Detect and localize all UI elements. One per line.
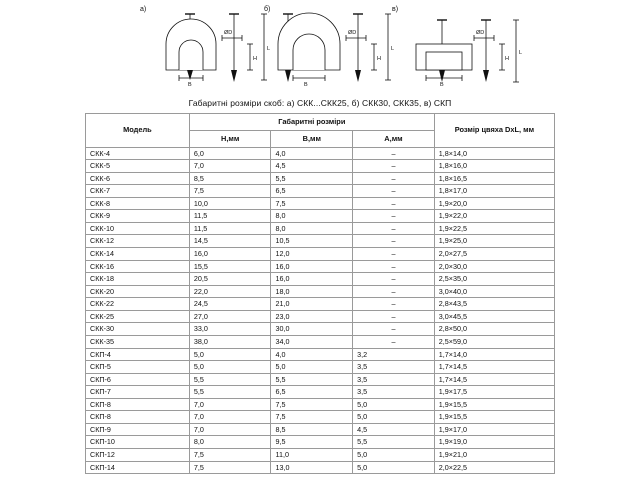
cell-b: 34,0 (271, 335, 353, 348)
svg-text:B: B (304, 82, 308, 88)
cell-model: СКК-8 (86, 197, 190, 210)
cell-h: 8,5 (189, 172, 271, 185)
svg-text:B: B (440, 82, 444, 88)
cell-dxl: 1,9×17,5 (434, 386, 554, 399)
cell-a: 5,0 (353, 461, 435, 474)
cell-b: 18,0 (271, 285, 353, 298)
cell-a: – (353, 273, 435, 286)
header-nail-size: Розмір цвяха DxL, мм (434, 114, 554, 148)
cell-h: 7,0 (189, 160, 271, 173)
cell-b: 11,0 (271, 449, 353, 462)
table-row (86, 361, 555, 374)
svg-text:L: L (519, 50, 523, 56)
svg-text:H: H (377, 56, 381, 62)
cell-model: СКП-14 (86, 461, 190, 474)
table-row (86, 461, 555, 474)
cell-b: 12,0 (271, 248, 353, 261)
table-row (86, 436, 555, 449)
header-h: H,мм (189, 130, 271, 147)
table-row (86, 373, 555, 386)
cell-a: – (353, 323, 435, 336)
cell-h: 22,0 (189, 285, 271, 298)
cell-model: СКК-14 (86, 248, 190, 261)
cell-b: 4,5 (271, 160, 353, 173)
cell-h: 38,0 (189, 335, 271, 348)
cell-a: – (353, 235, 435, 248)
table-row (86, 160, 555, 173)
cell-model: СКП-4 (86, 348, 190, 361)
table-row (86, 273, 555, 286)
cell-h: 10,0 (189, 197, 271, 210)
diagram-variant-c (390, 4, 540, 96)
cell-h: 5,0 (189, 361, 271, 374)
cell-dxl: 1,7×14,5 (434, 373, 554, 386)
cell-b: 6,5 (271, 386, 353, 399)
cell-dxl: 2,5×59,0 (434, 335, 554, 348)
cell-model: СКК-22 (86, 298, 190, 311)
cell-dxl: 1,9×17,0 (434, 423, 554, 436)
cell-dxl: 1,9×20,0 (434, 197, 554, 210)
cell-b: 6,5 (271, 185, 353, 198)
cell-b: 23,0 (271, 310, 353, 323)
table-head (86, 114, 555, 148)
cell-b: 4,0 (271, 147, 353, 160)
table-row (86, 185, 555, 198)
table-row (86, 323, 555, 336)
cell-model: СКК-7 (86, 185, 190, 198)
svg-text:H: H (253, 56, 257, 62)
cell-a: – (353, 172, 435, 185)
table-row (86, 222, 555, 235)
cell-dxl: 1,9×21,0 (434, 449, 554, 462)
cell-a: – (353, 160, 435, 173)
diagram-b-diameter-label: ØD (348, 30, 357, 36)
cell-h: 7,5 (189, 461, 271, 474)
cell-model: СКК-4 (86, 147, 190, 160)
cell-model: СКП-5 (86, 361, 190, 374)
cell-h: 7,5 (189, 449, 271, 462)
table-row (86, 298, 555, 311)
cell-b: 16,0 (271, 260, 353, 273)
cell-h: 15,5 (189, 260, 271, 273)
table-row (86, 335, 555, 348)
cell-model: СКП-9 (86, 423, 190, 436)
cell-dxl: 3,0×40,0 (434, 285, 554, 298)
cell-h: 8,0 (189, 436, 271, 449)
cell-dxl: 1,8×17,0 (434, 185, 554, 198)
table-row (86, 386, 555, 399)
cell-model: СКК-16 (86, 260, 190, 273)
table-row (86, 248, 555, 261)
cell-a: – (353, 285, 435, 298)
cell-h: 11,5 (189, 210, 271, 223)
table-row (86, 348, 555, 361)
header-a: A,мм (353, 130, 435, 147)
cell-a: – (353, 310, 435, 323)
cell-a: – (353, 147, 435, 160)
cell-model: СКП-12 (86, 449, 190, 462)
cell-h: 11,5 (189, 222, 271, 235)
table-row (86, 285, 555, 298)
cell-b: 8,0 (271, 222, 353, 235)
cell-model: СКК-30 (86, 323, 190, 336)
cell-h: 24,5 (189, 298, 271, 311)
cell-a: 4,5 (353, 423, 435, 436)
cell-h: 27,0 (189, 310, 271, 323)
figure-caption: Габаритні розміри скоб: а) СКК...СКК25, б) СКК30, СКК35, в) СКП (188, 98, 452, 108)
cell-h: 7,5 (189, 185, 271, 198)
cell-model: СКК-6 (86, 172, 190, 185)
cell-b: 5,0 (271, 361, 353, 374)
cell-model: СКП-8 (86, 398, 190, 411)
cell-h: 7,0 (189, 423, 271, 436)
cell-b: 16,0 (271, 273, 353, 286)
cell-dxl: 2,0×22,5 (434, 461, 554, 474)
cell-dxl: 1,9×15,5 (434, 398, 554, 411)
cell-model: СКК-9 (86, 210, 190, 223)
cell-dxl: 2,8×50,0 (434, 323, 554, 336)
cell-dxl: 1,8×16,5 (434, 172, 554, 185)
svg-text:B: B (188, 82, 192, 88)
cell-b: 5,5 (271, 373, 353, 386)
header-model: Модель (86, 114, 190, 148)
cell-a: 3,2 (353, 348, 435, 361)
cell-h: 5,5 (189, 373, 271, 386)
cell-a: 3,5 (353, 386, 435, 399)
table-row (86, 398, 555, 411)
cell-model: СКК-5 (86, 160, 190, 173)
svg-text:L: L (391, 46, 395, 52)
cell-dxl: 1,8×14,0 (434, 147, 554, 160)
cell-a: – (353, 248, 435, 261)
cell-model: СКП-7 (86, 386, 190, 399)
cell-dxl: 1,8×16,0 (434, 160, 554, 173)
cell-b: 7,5 (271, 411, 353, 424)
cell-a: 3,5 (353, 373, 435, 386)
cell-h: 5,5 (189, 386, 271, 399)
table-row (86, 260, 555, 273)
cell-model: СКК-25 (86, 310, 190, 323)
header-overall-sizes: Габаритні розміри (189, 114, 434, 131)
cell-model: СКК-20 (86, 285, 190, 298)
cell-a: – (353, 335, 435, 348)
cell-model: СКП-10 (86, 436, 190, 449)
spec-table (85, 113, 555, 474)
diagram-a-diameter-label: ØD (224, 30, 233, 36)
diagram-c-label: в) (392, 6, 399, 13)
cell-a: – (353, 210, 435, 223)
cell-dxl: 1,9×22,5 (434, 222, 554, 235)
cell-dxl: 3,0×45,5 (434, 310, 554, 323)
cell-h: 5,0 (189, 348, 271, 361)
table-header-row (86, 114, 555, 131)
cell-h: 6,0 (189, 147, 271, 160)
diagram-row (0, 0, 640, 96)
cell-b: 21,0 (271, 298, 353, 311)
cell-b: 8,0 (271, 210, 353, 223)
cell-dxl: 1,9×22,0 (434, 210, 554, 223)
table-row (86, 310, 555, 323)
table-body (86, 147, 555, 474)
diagram-a-label: а) (140, 6, 147, 13)
table-row (86, 235, 555, 248)
table-row (86, 172, 555, 185)
table-row (86, 147, 555, 160)
cell-a: – (353, 298, 435, 311)
table-row (86, 197, 555, 210)
diagram-b-label: б) (264, 6, 271, 13)
cell-h: 16,0 (189, 248, 271, 261)
cell-b: 10,5 (271, 235, 353, 248)
cell-a: – (353, 197, 435, 210)
table-row (86, 449, 555, 462)
table-row (86, 210, 555, 223)
cell-a: – (353, 222, 435, 235)
cell-h: 33,0 (189, 323, 271, 336)
cell-dxl: 1,7×14,5 (434, 361, 554, 374)
cell-b: 7,5 (271, 398, 353, 411)
svg-text:H: H (505, 56, 509, 62)
cell-b: 30,0 (271, 323, 353, 336)
header-b: B,мм (271, 130, 353, 147)
cell-h: 14,5 (189, 235, 271, 248)
cell-dxl: 2,0×30,0 (434, 260, 554, 273)
cell-a: 3,5 (353, 361, 435, 374)
cell-dxl: 2,0×27,5 (434, 248, 554, 261)
cell-a: 5,0 (353, 449, 435, 462)
spec-table-wrap (85, 113, 555, 474)
cell-dxl: 1,9×25,0 (434, 235, 554, 248)
table-row (86, 411, 555, 424)
diagram-c-diameter-label: ØD (476, 30, 485, 36)
cell-b: 4,0 (271, 348, 353, 361)
cell-model: СКК-18 (86, 273, 190, 286)
cell-a: 5,5 (353, 436, 435, 449)
cell-b: 9,5 (271, 436, 353, 449)
cell-a: 5,0 (353, 411, 435, 424)
cell-dxl: 1,9×15,5 (434, 411, 554, 424)
cell-b: 5,5 (271, 172, 353, 185)
cell-dxl: 1,7×14,0 (434, 348, 554, 361)
cell-model: СКП-6 (86, 373, 190, 386)
cell-a: – (353, 185, 435, 198)
cell-h: 7,0 (189, 411, 271, 424)
cell-b: 13,0 (271, 461, 353, 474)
cell-b: 8,5 (271, 423, 353, 436)
cell-b: 7,5 (271, 197, 353, 210)
cell-h: 20,5 (189, 273, 271, 286)
cell-a: 5,0 (353, 398, 435, 411)
cell-model: СКК-35 (86, 335, 190, 348)
cell-dxl: 2,5×35,0 (434, 273, 554, 286)
svg-text:L: L (267, 46, 271, 52)
cell-h: 7,0 (189, 398, 271, 411)
cell-model: СКП-8 (86, 411, 190, 424)
table-row (86, 423, 555, 436)
cell-model: СКК-12 (86, 235, 190, 248)
cell-dxl: 1,9×19,0 (434, 436, 554, 449)
cell-dxl: 2,8×43,5 (434, 298, 554, 311)
cell-a: – (353, 260, 435, 273)
cell-model: СКК-10 (86, 222, 190, 235)
